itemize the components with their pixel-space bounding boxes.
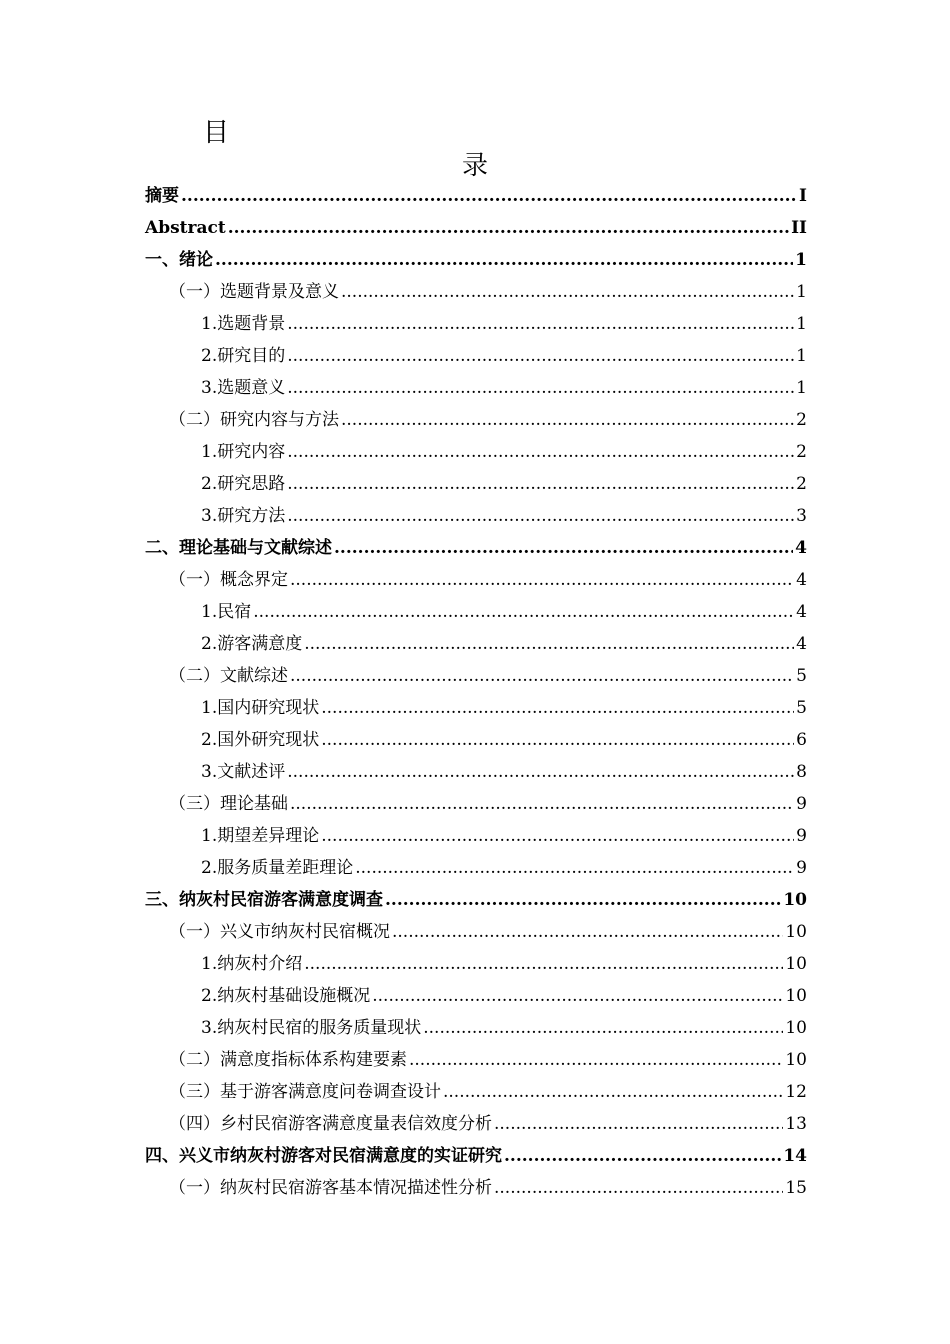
toc-entry-page: 2 [796, 474, 807, 494]
toc-entry-title: （二）满意度指标体系构建要素 [169, 1050, 407, 1070]
toc-entry-page: 4 [795, 538, 807, 558]
toc-entry-page: I [799, 186, 807, 206]
toc-entry[interactable] [145, 340, 807, 372]
toc-entry-title: 1.选题背景 [201, 314, 286, 334]
toc-entry-title: （一）选题背景及意义 [169, 282, 339, 302]
toc-entry-page: 1 [796, 282, 807, 302]
toc-entry-page: 14 [783, 1146, 807, 1166]
toc-entry-page: 12 [785, 1082, 807, 1102]
toc-entry[interactable] [145, 724, 807, 756]
toc-entry-title: 1.国内研究现状 [201, 698, 320, 718]
toc-entry[interactable] [145, 692, 807, 724]
page-title-part-2: 录 [462, 151, 489, 181]
toc-entry[interactable] [145, 596, 807, 628]
toc-entry[interactable] [145, 372, 807, 404]
toc-leader-dots [304, 948, 783, 980]
toc-entry-page: 4 [796, 602, 807, 622]
toc-leader-dots [341, 276, 794, 308]
toc-entry-title: Abstract [145, 218, 226, 238]
toc-leader-dots [504, 1140, 781, 1172]
toc-leader-dots [215, 244, 793, 276]
toc-leader-dots [290, 564, 794, 596]
toc-entry-title: （四）乡村民宿游客满意度量表信效度分析 [169, 1114, 492, 1134]
toc-entry-page: 9 [796, 794, 807, 814]
toc-entry-page: 2 [796, 410, 807, 430]
toc-entry-page: 1 [795, 250, 807, 270]
toc-entry-title: 1.期望差异理论 [201, 826, 320, 846]
toc-entry-title: 摘要 [145, 186, 179, 206]
toc-entry-page: 10 [785, 1018, 807, 1038]
toc-leader-dots [321, 692, 794, 724]
toc-entry-title: 四、兴义市纳灰村游客对民宿满意度的实证研究 [145, 1146, 502, 1166]
toc-entry[interactable] [145, 980, 807, 1012]
toc-entry[interactable] [145, 308, 807, 340]
toc-entry-page: 15 [785, 1178, 807, 1198]
toc-leader-dots [443, 1076, 783, 1108]
toc-entry[interactable] [145, 660, 807, 692]
toc-entry-title: （一）概念界定 [169, 570, 288, 590]
toc-entry-page: 1 [796, 346, 807, 366]
toc-leader-dots [228, 212, 789, 244]
toc-entry-title: 1.民宿 [201, 602, 252, 622]
toc-leader-dots [385, 884, 781, 916]
toc-entry-title: 三、纳灰村民宿游客满意度调查 [145, 890, 383, 910]
toc-leader-dots [290, 660, 794, 692]
toc-entry-title: （三）理论基础 [169, 794, 288, 814]
toc-entry-page: 9 [796, 826, 807, 846]
toc-entry[interactable] [145, 884, 807, 916]
toc-entry[interactable] [145, 532, 807, 564]
toc-leader-dots [287, 308, 794, 340]
toc-leader-dots [341, 404, 794, 436]
toc-entry-page: 10 [785, 1050, 807, 1070]
toc-leader-dots [321, 820, 794, 852]
toc-entry-page: 5 [796, 666, 807, 686]
toc-entry[interactable] [145, 820, 807, 852]
toc-entry[interactable] [145, 1140, 807, 1172]
toc-entry[interactable] [145, 244, 807, 276]
toc-entry-page: 5 [796, 698, 807, 718]
toc-entry-title: （一）兴义市纳灰村民宿概况 [169, 922, 390, 942]
toc-entry-page: II [791, 218, 807, 238]
toc-entry-title: 1.纳灰村介绍 [201, 954, 303, 974]
toc-entry[interactable] [145, 436, 807, 468]
toc-entry-page: 3 [796, 506, 807, 526]
toc-entry-title: 一、绪论 [145, 250, 213, 270]
toc-entry-title: 2.服务质量差距理论 [201, 858, 354, 878]
toc-entry-page: 6 [796, 730, 807, 750]
toc-entry[interactable] [145, 852, 807, 884]
toc-entry[interactable] [145, 1044, 807, 1076]
toc-leader-dots [372, 980, 783, 1012]
toc-entry[interactable] [145, 916, 807, 948]
toc-entry[interactable] [145, 500, 807, 532]
toc-entry-title: 1.研究内容 [201, 442, 286, 462]
toc-entry[interactable] [145, 404, 807, 436]
toc-leader-dots [355, 852, 794, 884]
toc-leader-dots [287, 756, 794, 788]
toc-leader-dots [409, 1044, 783, 1076]
toc-entry-page: 10 [783, 890, 807, 910]
toc-entry-page: 2 [796, 442, 807, 462]
toc-leader-dots [392, 916, 783, 948]
toc-entry-page: 10 [785, 954, 807, 974]
toc-entry-page: 9 [796, 858, 807, 878]
toc-entry-page: 10 [785, 986, 807, 1006]
toc-entry-title: 2.游客满意度 [201, 634, 303, 654]
table-of-contents [145, 180, 807, 1204]
toc-entry[interactable] [145, 276, 807, 308]
toc-leader-dots [290, 788, 794, 820]
toc-entry-page: 8 [796, 762, 807, 782]
toc-entry-title: 3.选题意义 [201, 378, 286, 398]
toc-leader-dots [321, 724, 794, 756]
toc-leader-dots [423, 1012, 783, 1044]
toc-entry-title: （二）文献综述 [169, 666, 288, 686]
toc-leader-dots [287, 372, 794, 404]
toc-entry-title: 3.研究方法 [201, 506, 286, 526]
toc-entry[interactable] [145, 1076, 807, 1108]
toc-entry-page: 1 [796, 378, 807, 398]
toc-entry[interactable] [145, 468, 807, 500]
toc-entry[interactable] [145, 180, 807, 212]
toc-entry[interactable] [145, 948, 807, 980]
toc-leader-dots [304, 628, 794, 660]
toc-entry[interactable] [145, 564, 807, 596]
toc-leader-dots [253, 596, 794, 628]
toc-entry[interactable] [145, 788, 807, 820]
toc-leader-dots [334, 532, 793, 564]
toc-leader-dots [287, 468, 794, 500]
toc-entry-page: 4 [796, 570, 807, 590]
toc-entry[interactable] [145, 1108, 807, 1140]
toc-entry[interactable] [145, 628, 807, 660]
toc-entry-title: 2.研究目的 [201, 346, 286, 366]
toc-entry-page: 1 [796, 314, 807, 334]
toc-leader-dots [181, 180, 797, 212]
toc-entry[interactable] [145, 1012, 807, 1044]
toc-entry[interactable] [145, 756, 807, 788]
toc-entry-page: 10 [785, 922, 807, 942]
toc-leader-dots [287, 500, 794, 532]
page-title-part-1: 目 [203, 118, 230, 148]
toc-entry-page: 13 [785, 1114, 807, 1134]
toc-leader-dots [494, 1172, 783, 1204]
toc-entry-title: 2.纳灰村基础设施概况 [201, 986, 371, 1006]
toc-entry-title: 3.纳灰村民宿的服务质量现状 [201, 1018, 422, 1038]
toc-entry-page: 4 [796, 634, 807, 654]
toc-leader-dots [287, 340, 794, 372]
toc-leader-dots [287, 436, 794, 468]
toc-entry-title: 二、理论基础与文献综述 [145, 538, 332, 558]
toc-entry-title: （三）基于游客满意度问卷调查设计 [169, 1082, 441, 1102]
toc-entry[interactable] [145, 212, 807, 244]
toc-entry-title: 2.研究思路 [201, 474, 286, 494]
toc-entry-title: 3.文献述评 [201, 762, 286, 782]
toc-entry-title: （一）纳灰村民宿游客基本情况描述性分析 [169, 1178, 492, 1198]
toc-entry-title: （二）研究内容与方法 [169, 410, 339, 430]
toc-entry[interactable] [145, 1172, 807, 1204]
toc-leader-dots [494, 1108, 783, 1140]
toc-entry-title: 2.国外研究现状 [201, 730, 320, 750]
